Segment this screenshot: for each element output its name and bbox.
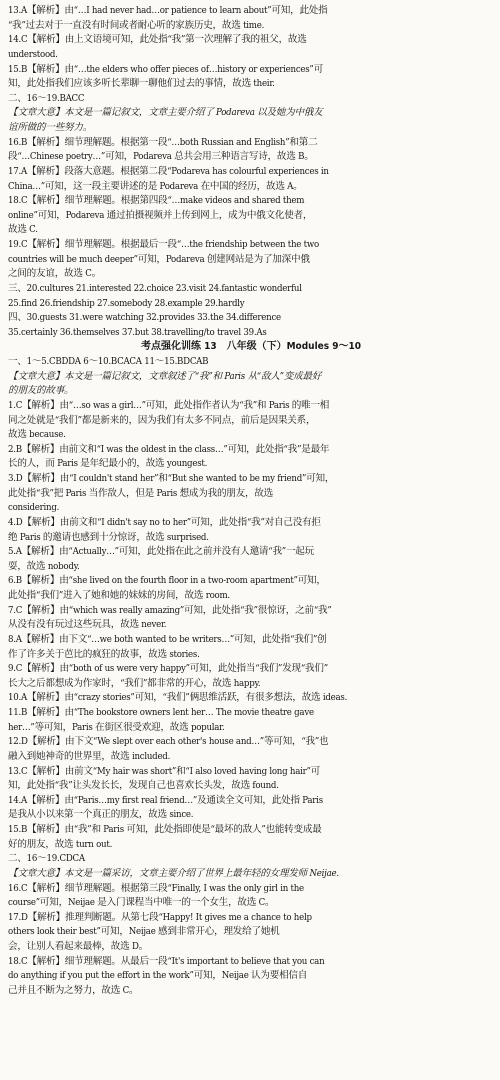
text-line: 二、16～19.BACC bbox=[8, 92, 85, 104]
text-line: 好的朋友，故选 turn out. bbox=[8, 838, 113, 850]
text-line: 1.C【解析】由“…so was a girl…”可知，此处指作者认为“我”和 Paris 的唯一相 bbox=[8, 399, 330, 411]
text-line: 长大之后都想成为作家时，“我们”都非常的开心，故选 happy. bbox=[8, 677, 261, 689]
text-line: 12.D【解析】由下文“We slept over each other's house and…”等可知，“我”也 bbox=[8, 736, 329, 748]
text-line: 15.B【解析】由“…the elders who offer pieces of…history or experiences”可 bbox=[8, 63, 323, 75]
text-line: 耍，故选 nobody. bbox=[8, 560, 80, 572]
text-line: 二、16～19.CDCA bbox=[8, 853, 85, 865]
text-line: 从没有没有玩过这些玩具，故选 never. bbox=[8, 619, 167, 631]
text-line: course”可知，Neijae 是入门课程当中唯一的一个女生，故选 C。 bbox=[8, 897, 275, 909]
text-line: considering. bbox=[8, 502, 60, 514]
summary-line: 的朋友的故事。 bbox=[8, 385, 74, 397]
text-line: others look their best”可知，Neijae 感到非常开心，理发给了她机 bbox=[8, 926, 280, 938]
text-line: 16.C【解析】细节理解题。根据第三段“Finally, I was the only girl in the bbox=[8, 882, 304, 894]
text-line: understood. bbox=[8, 48, 58, 60]
text-line: 会，让别人看起来最棒，故选 D。 bbox=[8, 941, 148, 952]
text-line: 是我从小以来第一个真正的朋友，故选 since. bbox=[8, 809, 194, 821]
text-line: 段“…Chinese poetry…”可知，Podareva 总共会用三种语言写诗，故选 B。 bbox=[8, 151, 314, 163]
text-line: 16.B【解析】细节理解题。根据第一段“…both Russian and English”和第二 bbox=[8, 136, 318, 148]
text-line: 故选 C. bbox=[8, 224, 38, 236]
text-line: 17.A【解析】段落大意题。根据第二段“Podareva has colourful experiences in bbox=[8, 165, 329, 177]
text-line: 4.D【解析】由前文和“I didn't say no to her”可知，此处指“我”对自己没有拒 bbox=[8, 516, 321, 528]
text-line: 17.D【解析】推理判断题。从第七段“Happy! It gives me a chance to help bbox=[8, 911, 312, 923]
summary-line: 【文章大意】本文是一篇记叙文，文章主要介绍了 Podareva 以及她为中俄友 bbox=[8, 107, 323, 119]
text-line: 35.certainly 36.themselves 37.but 38.travelling/to travel 39.As bbox=[8, 326, 267, 338]
text-line: 四、30.guests 31.were watching 32.provides 33.the 34.difference bbox=[8, 312, 281, 324]
text-line: 作了许多关于芭比的疯狂的故事，故选 stories. bbox=[8, 648, 200, 660]
text-line: 同之处就是“我们”都是新来的，因为我们有太多不同点，前后是因果关系， bbox=[8, 414, 316, 426]
summary-line: 【文章大意】本文是一篇记叙文，文章叙述了“我”和 Paris 从“敌人”变成最好 bbox=[8, 370, 322, 382]
summary-line: 【文章大意】本文是一篇采访，文章主要介绍了世界上最年轻的女理发师 Neijae. bbox=[8, 867, 339, 879]
text-line: 三、20.cultures 21.interested 22.choice 23.visit 24.fantastic wonderful bbox=[8, 282, 302, 294]
text-line: do anything if you put the effort in the work”可知，Neijae 认为要相信自 bbox=[8, 970, 308, 982]
text-line: 13.A【解析】由“…I had never had…or patience to learn about”可知，此处指 bbox=[8, 5, 328, 16]
text-line: her…”等可知，Paris 在街区很受欢迎，故选 popular. bbox=[8, 721, 225, 733]
text-line: China…”可知，这一段主要讲述的是 Podareva 在中国的经历，故选 A。 bbox=[8, 180, 303, 192]
text-line: 25.find 26.friendship 27.somebody 28.example 29.hardly bbox=[8, 297, 245, 309]
text-line: 8.A【解析】由下文“…we both wanted to be writers…”可知，此处指“我们”创 bbox=[8, 633, 327, 645]
summary-line: 谊所做的一些努力。 bbox=[8, 122, 93, 133]
text-line: 3.D【解析】由“I couldn't stand her”和“But she wanted to be my friend”可知， bbox=[8, 473, 335, 484]
text-line: 18.C【解析】细节理解题。从最后一段“It's important to believe that you can bbox=[8, 955, 325, 967]
text-line: 6.B【解析】由“she lived on the fourth floor in a two-room apartment”可知， bbox=[8, 575, 326, 587]
text-line: 14.A【解析】由“Paris…my first real friend…”及通读全文可知，此处指 Paris bbox=[8, 794, 323, 806]
text-line: “我”过去对于一直没有时间或者耐心听的家族历史，故选 time. bbox=[8, 19, 265, 31]
text-line: 18.C【解析】细节理解题。根据第四段“…make videos and shared them bbox=[8, 195, 305, 207]
text-line: 绝 Paris 的邀请也感到十分惊讶，故选 surprised. bbox=[8, 531, 209, 543]
text-line: 15.B【解析】由“我”和 Paris 可知，此处指即使是“最坏的敌人”也能转变成最 bbox=[8, 824, 322, 835]
text-line: 10.A【解析】由“crazy stories”可知，“我们”俩思维活跃，有很多想法，故选 ideas. bbox=[8, 692, 348, 704]
text-line: 长的人，而 Paris 是年纪最小的，故选 youngest. bbox=[8, 458, 208, 470]
text-line: 14.C【解析】由上文语境可知，此处指“我”第一次理解了我的祖父，故选 bbox=[8, 34, 307, 46]
text-line: 己并且不断为之努力，故选 C。 bbox=[8, 984, 139, 996]
text-line: 之间的友谊，故选 C。 bbox=[8, 268, 101, 280]
text-line: 知，此处指“我”让头发长长，发现自己也喜欢长头发，故选 found. bbox=[8, 780, 279, 792]
text-line: online”可知，Podareva 通过拍摄视频并上传到网上，成为中俄文化使者， bbox=[8, 209, 313, 221]
text-line: 11.B【解析】由“The bookstore owners lent her… The movie theatre gave bbox=[8, 707, 314, 718]
text-line: 故选 because. bbox=[8, 429, 66, 441]
text-line: 一、1～5.CBDDA 6～10.BCACA 11～15.BDCAB bbox=[8, 356, 209, 367]
text-line: 19.C【解析】细节理解题。根据最后一段“…the friendship between the two bbox=[8, 239, 319, 250]
section-heading: 考点强化训练 13 八年级（下）Modules 9～10 bbox=[140, 341, 362, 353]
text-line: 此处指“我们”进入了她和她的妹妹的房间，故选 room. bbox=[8, 590, 230, 601]
text-line: 5.A【解析】由“Actually…”可知，此处指在此之前并没有人邀请“我”一起玩 bbox=[8, 546, 314, 558]
text-line: 知，此处指我们应该多听长辈聊一聊他们过去的事情，故选 their. bbox=[8, 78, 275, 90]
text-line: 融入到她神奇的世界里，故选 included. bbox=[8, 750, 171, 762]
text-line: 9.C【解析】由“both of us were very happy”可知，此处指当“我们”发现“我们” bbox=[8, 663, 328, 675]
text-line: 13.C【解析】由前文“My hair was short”和“I also loved having long hair”可 bbox=[8, 765, 320, 777]
text-line: 2.B【解析】由前文和“I was the oldest in the class…”可知，此处指“我”是最年 bbox=[8, 443, 330, 455]
text-line: 此处指“我”把 Paris 当作敌人，但是 Paris 想成为我的朋友，故选 bbox=[8, 487, 274, 499]
text-line: 7.C【解析】由“which was really amazing”可知，此处指“我”很惊讶，之前“我” bbox=[8, 604, 332, 616]
text-line: countries will be much deeper”可知，Podareva 创建网站是为了加深中俄 bbox=[8, 253, 310, 265]
